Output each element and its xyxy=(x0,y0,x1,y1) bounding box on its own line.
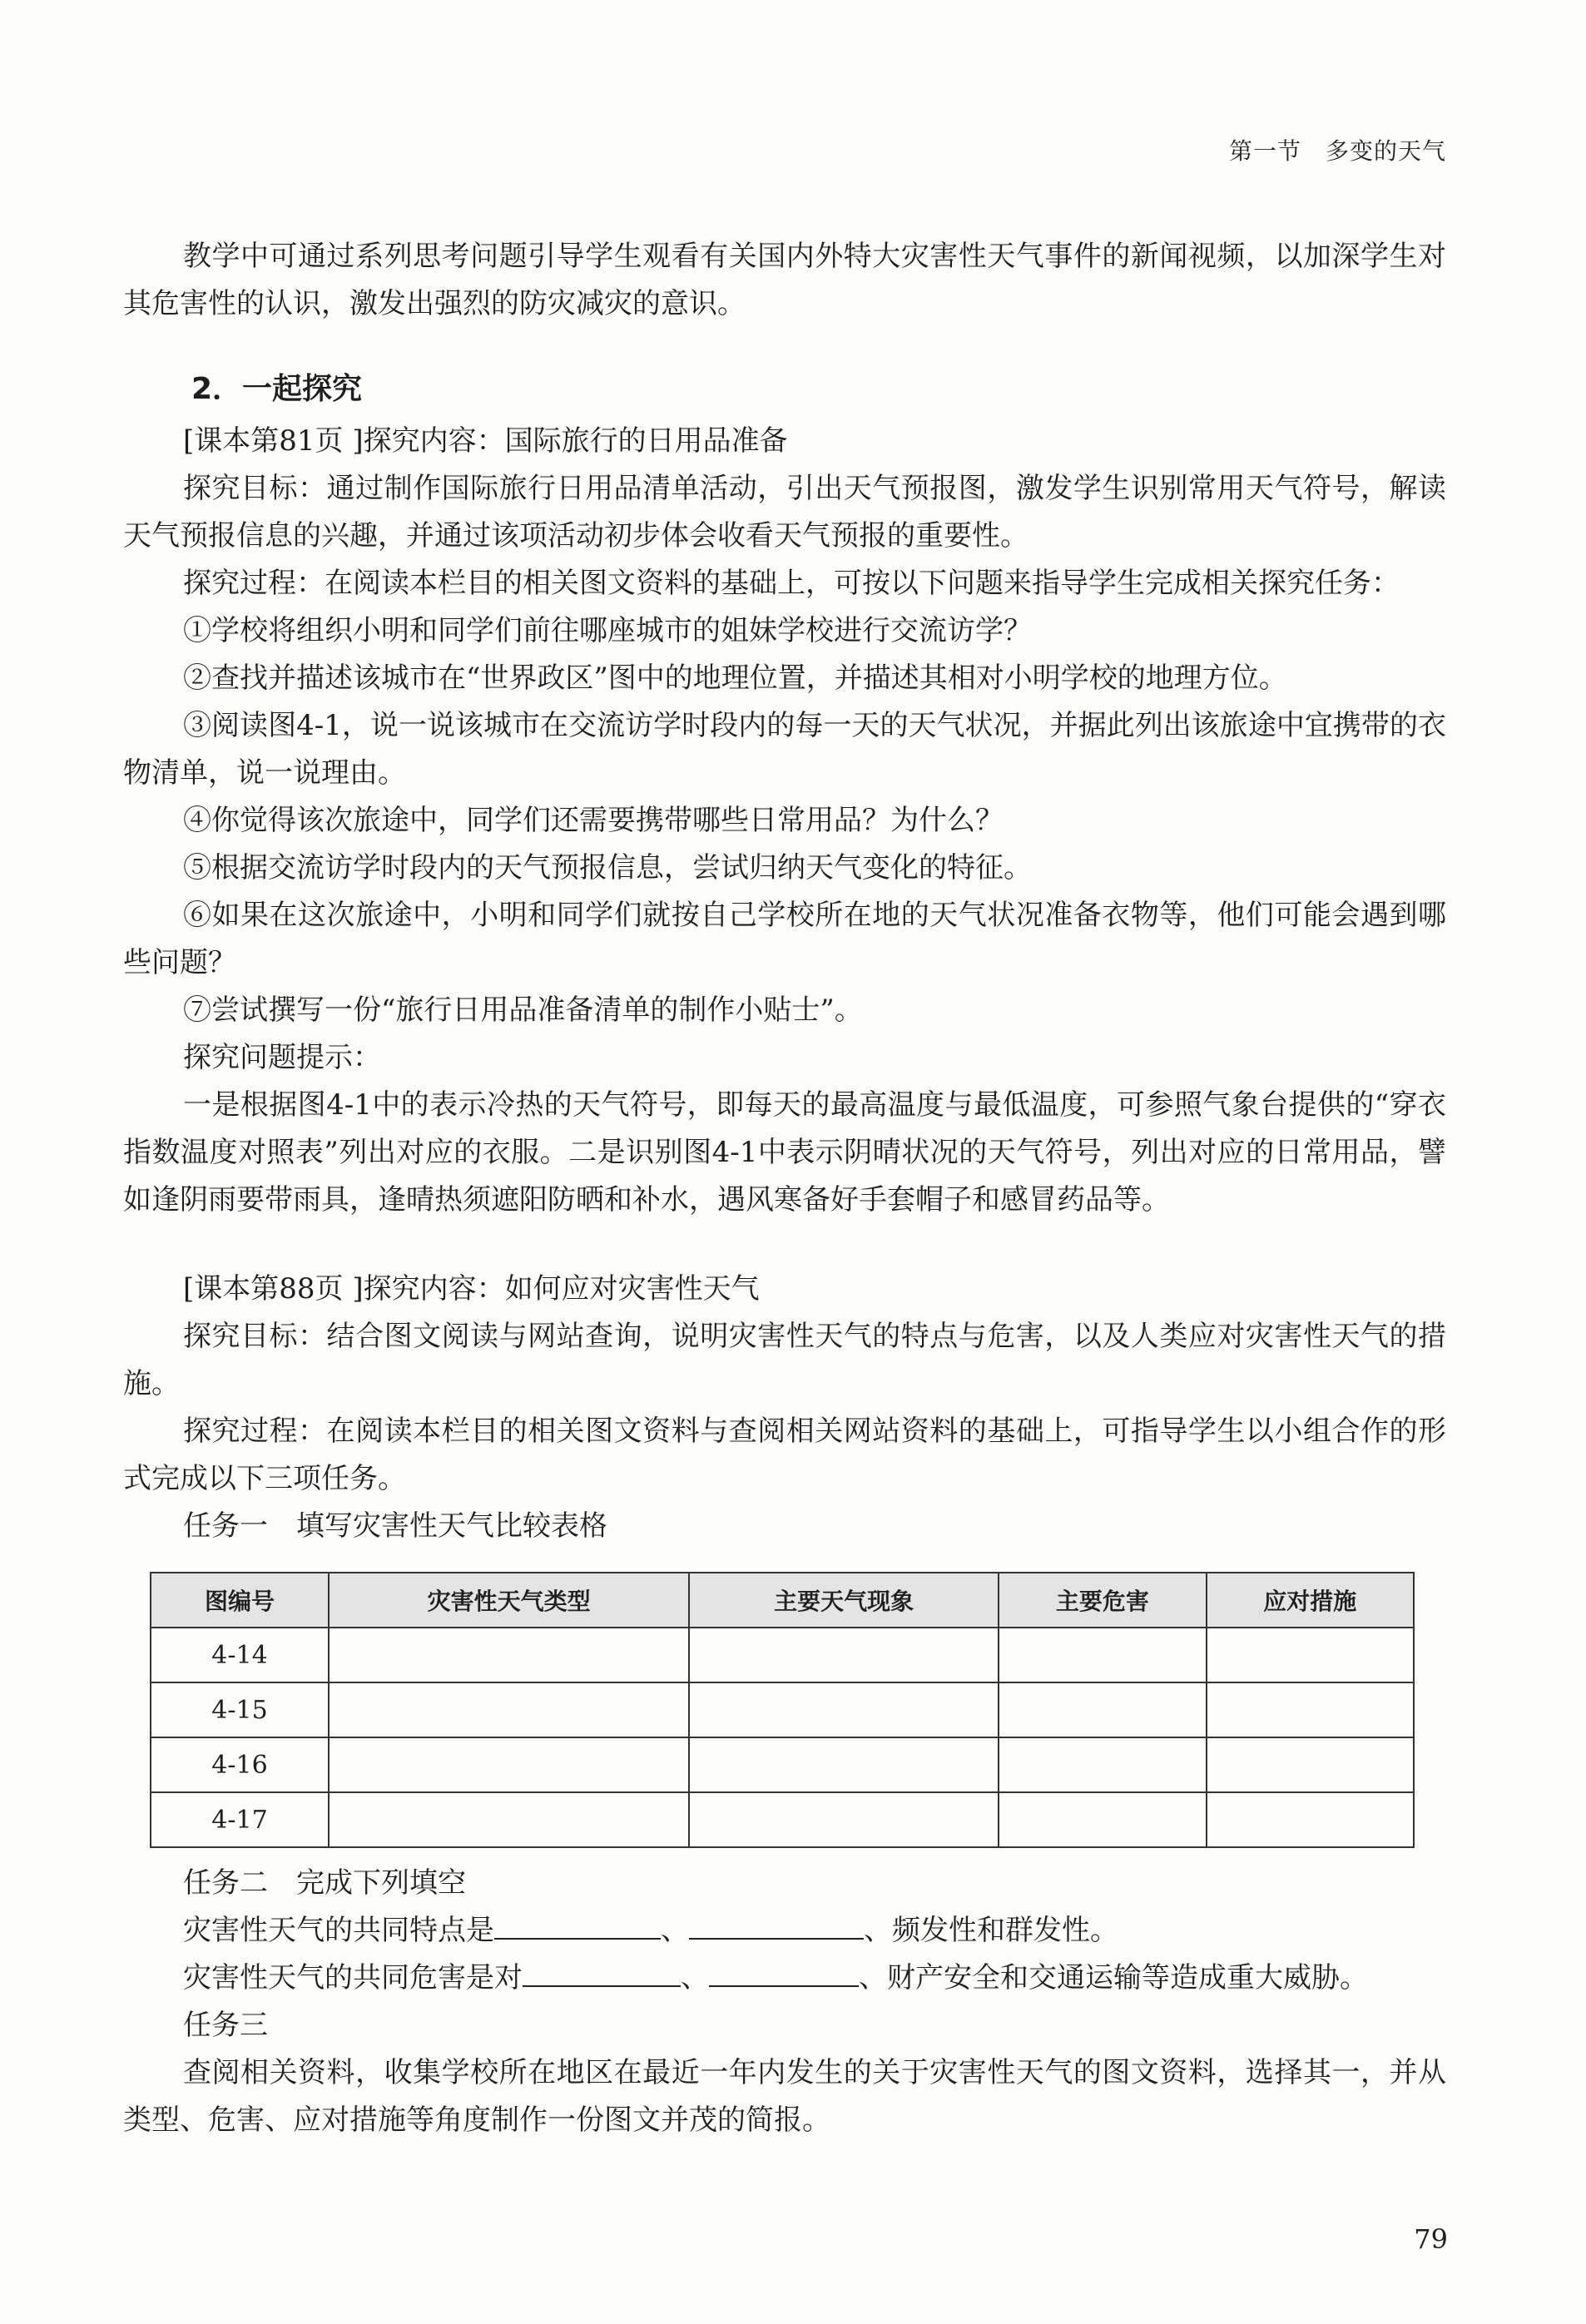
activity1-reference: [课本第81页 ]探究内容：国际旅行的日用品准备 xyxy=(183,424,788,458)
table-cell-blank[interactable] xyxy=(999,1792,1206,1847)
table-header-cell: 应对措施 xyxy=(1207,1573,1414,1628)
fill-separator: 、 xyxy=(681,1961,709,1994)
table-cell-figure-number: 4-15 xyxy=(151,1682,329,1737)
activity1-goal: 探究目标：通过制作国际旅行日用品清单活动，引出天气预报图，激发学生识别常用天气符号，解读天气预报信息的兴趣，并通过该项活动初步体会收看天气预报的重要性。 xyxy=(123,472,1446,553)
table-cell-blank[interactable] xyxy=(689,1792,999,1847)
running-header: 第一节 多变的天气 xyxy=(1228,137,1446,165)
table-header-cell: 主要天气现象 xyxy=(689,1573,999,1628)
fill-suffix: 、财产安全和交通运输等造成重大威胁。 xyxy=(859,1961,1368,1994)
table-cell-blank[interactable] xyxy=(999,1682,1206,1737)
table-header-cell: 图编号 xyxy=(151,1573,329,1628)
fill-blank[interactable] xyxy=(523,1959,681,1987)
fill-blank[interactable] xyxy=(709,1959,859,1987)
table-cell-blank[interactable] xyxy=(1207,1682,1414,1737)
fill-sentence-2 xyxy=(123,1955,1446,2002)
question-item: ②查找并描述该城市在“世界政区”图中的地理位置，并描述其相对小明学校的地理方位。 xyxy=(183,662,1287,695)
question-item: ③阅读图4-1，说一说该城市在交流访学时段内的每一天的天气状况，并据此列出该旅途中宜携带的衣物清单，说一说理由。 xyxy=(123,709,1446,790)
table-cell-figure-number: 4-14 xyxy=(151,1628,329,1682)
table-cell-blank[interactable] xyxy=(1207,1737,1414,1792)
hint-label: 探究问题提示： xyxy=(183,1041,381,1074)
question-item: ⑦尝试撰写一份“旅行日用品准备清单的制作小贴士”。 xyxy=(183,994,863,1027)
table-row xyxy=(151,1737,1414,1792)
fill-prefix: 灾害性天气的共同特点是 xyxy=(183,1914,494,1947)
section-heading: 2．一起探究 xyxy=(191,372,363,406)
page-number: 79 xyxy=(1414,2223,1448,2255)
table-cell-blank[interactable] xyxy=(999,1737,1206,1792)
task1-title: 任务一 填写灾害性天气比较表格 xyxy=(183,1509,607,1543)
table-cell-blank[interactable] xyxy=(1207,1792,1414,1847)
disaster-weather-table xyxy=(150,1572,1415,1848)
fill-prefix: 灾害性天气的共同危害是对 xyxy=(183,1961,523,1994)
activity2-reference: [课本第88页 ]探究内容：如何应对灾害性天气 xyxy=(183,1272,760,1306)
section-gap xyxy=(123,1224,1446,1266)
table-cell-blank[interactable] xyxy=(1207,1628,1414,1682)
intro-paragraph: 教学中可通过系列思考问题引导学生观看有关国内外特大灾害性天气事件的新闻视频，以加深学生对其危害性的认识，激发出强烈的防灾减灾的意识。 xyxy=(123,240,1446,320)
task3-text: 查阅相关资料，收集学校所在地区在最近一年内发生的关于灾害性天气的图文资料，选择其一，并从类型、危害、应对措施等角度制作一份图文并茂的简报。 xyxy=(123,2056,1446,2137)
table-cell-blank[interactable] xyxy=(689,1682,999,1737)
table-cell-blank[interactable] xyxy=(329,1682,689,1737)
table-row xyxy=(151,1682,1414,1737)
fill-sentence-1 xyxy=(123,1907,1446,1955)
page-body xyxy=(123,233,1446,2144)
table-cell-figure-number: 4-16 xyxy=(151,1737,329,1792)
table-cell-blank[interactable] xyxy=(329,1792,689,1847)
fill-blank[interactable] xyxy=(689,1911,864,1940)
table-cell-figure-number: 4-17 xyxy=(151,1792,329,1847)
fill-suffix: 、频发性和群发性。 xyxy=(864,1914,1118,1947)
table-cell-blank[interactable] xyxy=(329,1737,689,1792)
question-item: ④你觉得该次旅途中，同学们还需要携带哪些日常用品？为什么？ xyxy=(183,804,1004,837)
fill-blank[interactable] xyxy=(494,1911,661,1940)
activity2-goal: 探究目标：结合图文阅读与网站查询，说明灾害性天气的特点与危害，以及人类应对灾害性天气的措施。 xyxy=(123,1320,1446,1400)
fill-separator: 、 xyxy=(661,1914,689,1947)
table-cell-blank[interactable] xyxy=(689,1628,999,1682)
question-item: ①学校将组织小明和同学们前往哪座城市的姐妹学校进行交流访学？ xyxy=(183,614,1032,647)
table-header-cell: 灾害性天气类型 xyxy=(329,1573,689,1628)
table-row xyxy=(151,1792,1414,1847)
table-cell-blank[interactable] xyxy=(329,1628,689,1682)
table-cell-blank[interactable] xyxy=(999,1628,1206,1682)
table-row xyxy=(151,1628,1414,1682)
table-cell-blank[interactable] xyxy=(689,1737,999,1792)
activity2-process: 探究过程：在阅读本栏目的相关图文资料与查阅相关网站资料的基础上，可指导学生以小组合作的形式完成以下三项任务。 xyxy=(123,1415,1446,1495)
question-item: ⑤根据交流访学时段内的天气预报信息，尝试归纳天气变化的特征。 xyxy=(183,851,1032,885)
table-header-cell: 主要危害 xyxy=(999,1573,1206,1628)
question-item: ⑥如果在这次旅途中，小明和同学们就按自己学校所在地的天气状况准备衣物等，他们可能会遇到哪些问题？ xyxy=(123,899,1446,979)
task2-title: 任务二 完成下列填空 xyxy=(183,1866,466,1900)
activity1-process: 探究过程：在阅读本栏目的相关图文资料的基础上，可按以下问题来指导学生完成相关探究任务： xyxy=(183,567,1400,600)
table-header-row xyxy=(151,1573,1414,1628)
task3-title: 任务三 xyxy=(183,2009,268,2042)
hint-text: 一是根据图4-1中的表示冷热的天气符号，即每天的最高温度与最低温度，可参照气象台提供的“穿衣指数温度对照表”列出对应的衣服。二是识别图4-1中表示阴晴状况的天气符号，列出对应的日常用品，譬如逢阴雨要带雨具，逢晴热须遮阳防晒和补水，遇风寒备好手套帽子和感冒药品等。 xyxy=(123,1088,1446,1217)
